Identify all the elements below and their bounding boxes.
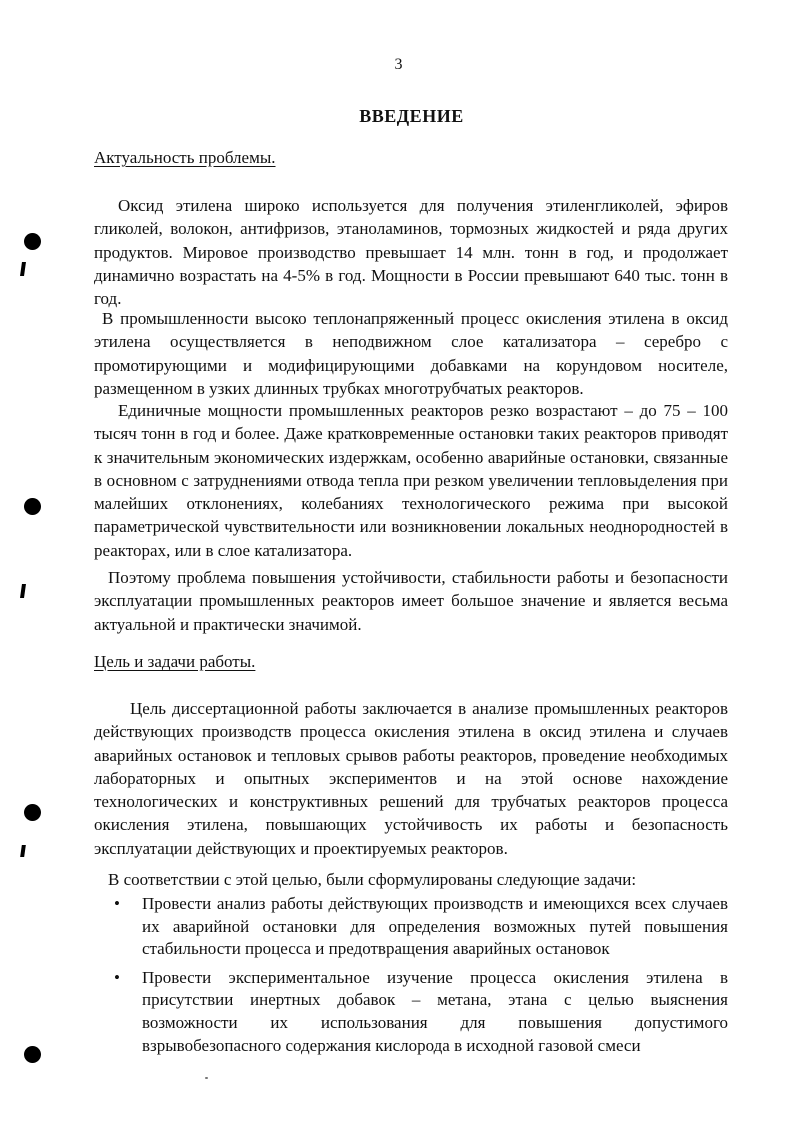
bullet-icon: • bbox=[114, 894, 120, 913]
paragraph: Единичные мощности промышленных реакторов резко возрастают – до 75 – 100 тысяч тонн в год и более. Даже кратковременные остановки таких реакторов приводят к значительным экономических издержкам, особенно аварийные остановки, связанные в основном с затруднениями отвода тепла при резком увеличении тепловыделения при малейших отклонениях, колебаниях технологического режима при высокой параметрической чувствительности или возникновении локальных неоднородностей в реакторах, или в слое катализатора. bbox=[94, 401, 728, 560]
task-list bbox=[112, 893, 728, 1063]
paragraph: Оксид этилена широко используется для получения этиленгликолей, эфиров гликолей, волокон, антифризов, этаноламинов, тормозных жидкостей и ряда других продуктов. Мировое производство превышает 14 млн. тонн в год, и продолжает динамично возрастать на 4-5% в год. Мощности в России превышают 640 тыс. тонн в год. bbox=[94, 196, 728, 309]
list-item-text: Провести экспериментальное изучение процесса окисления этилена в присутствии инертных добавок – метана, этана с целью выяснения возможности их использования для повышения допустимого взрывобезопасного содержания кислорода в исходной газовой смеси bbox=[142, 967, 728, 1055]
paragraph: В соответствии с этой целью, были сформулированы следующие задачи: bbox=[108, 870, 637, 889]
list-item-text: Провести анализ работы действующих производств и имеющихся всех случаев их аварийной остановки для определения возможных путей повышения стабильности процесса и предотвращения аварийных остановок bbox=[142, 894, 728, 959]
punch-hole-3 bbox=[24, 804, 41, 821]
paragraph: В промышленности высоко теплонапряженный процесс окисления этилена в оксид этилена осуществляется в неподвижном слое катализатора – серебро с промотирующими и модифицирующими добавками на корундовом носителе, размещенном в узких длинных трубках многотрубчатых реакторов. bbox=[94, 309, 728, 398]
list-item bbox=[112, 893, 728, 961]
scan-mark-2 bbox=[20, 584, 26, 598]
page-number: 3 bbox=[394, 56, 403, 73]
scan-mark-3 bbox=[20, 845, 26, 857]
scan-mark-1 bbox=[20, 262, 26, 276]
page-title: ВВЕДЕНИЕ bbox=[359, 106, 464, 126]
scan-speck bbox=[205, 1077, 208, 1079]
section-heading-goals: Цель и задачи работы. bbox=[94, 652, 256, 671]
punch-hole-4 bbox=[24, 1046, 41, 1063]
section-heading-relevance: Актуальность проблемы. bbox=[94, 148, 276, 167]
paragraph: Цель диссертационной работы заключается в анализе промышленных реакторов действующих производств процесса окисления этилена в оксид этилена и случаев аварийных остановок и тепловых срывов работы реакторов, проведение необходимых лабораторных и опытных экспериментов и на этой основе нахождение технологических и конструктивных решений для трубчатых реакторов процесса окисления этилена, повышающих устойчивость их работы и безопасность эксплуатации действующих и проектируемых реакторов. bbox=[94, 699, 728, 858]
punch-hole-1 bbox=[24, 233, 41, 250]
bullet-icon: • bbox=[114, 967, 120, 987]
paragraph: Поэтому проблема повышения устойчивости, стабильности работы и безопасности эксплуатации промышленных реакторов имеет большое значение и является весьма актуальной и практически значимой. bbox=[94, 568, 728, 634]
punch-hole-2 bbox=[24, 498, 41, 515]
list-item bbox=[112, 967, 728, 1057]
